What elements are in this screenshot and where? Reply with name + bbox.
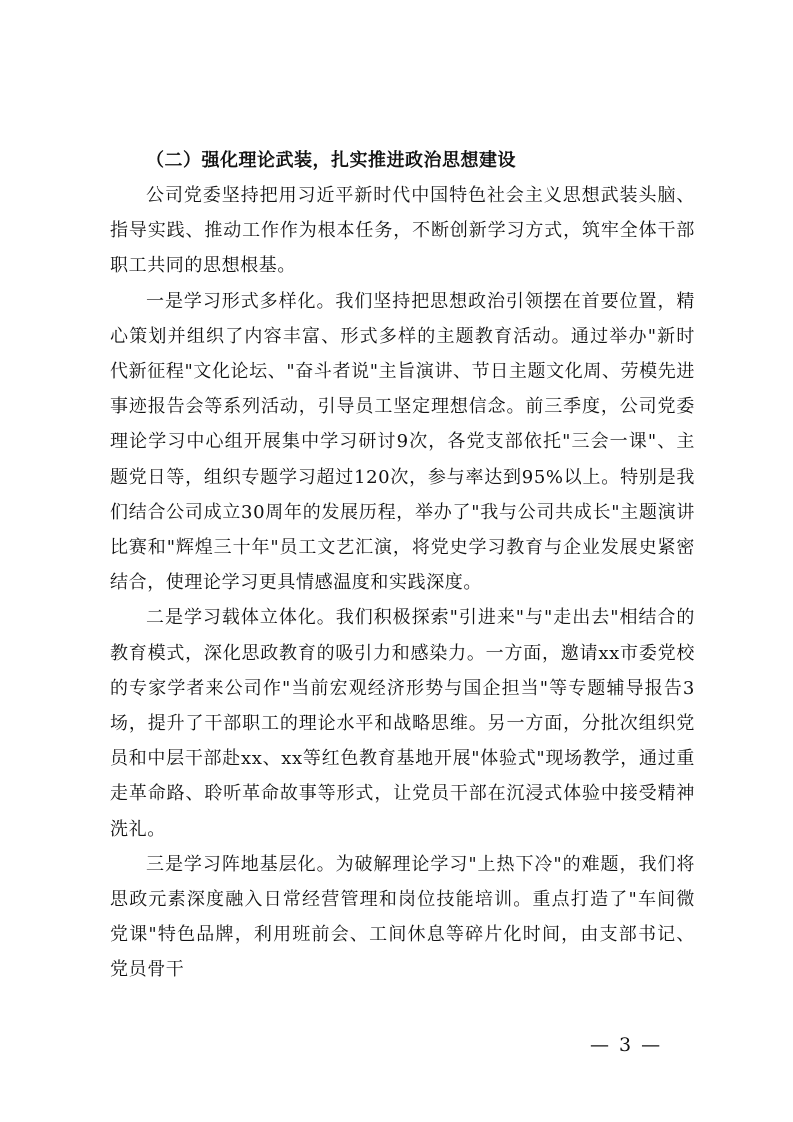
paragraph-intro: 公司党委坚持把用习近平新时代中国特色社会主义思想武装头脑、指导实践、推动工作作为根本任务，不断创新学习方式，筑牢全体干部职工共同的思想根基。 (110, 185, 695, 277)
paragraph-learning-forms: 一是学习形式多样化。我们坚持把思想政治引领摆在首要位置，精心策划并组织了内容丰富、形式多样的主题教育活动。通过举办"新时代新征程"文化论坛、"奋斗者说"主旨演讲、节日主题文化周、劳模先进事迹报告会等系列活动，引导员工坚定理想信念。前三季度，公司党委理论学习中心组开展集中学习研讨9次，各党支部依托"三会一课"、主题党日等，组织专题学习超过120次，参与率达到95%以上。特别是我们结合公司成立30周年的发展历程，举办了"我与公司共成长"主题演讲比赛和"辉煌三十年"员工文艺汇演，将党史学习教育与企业发展史紧密结合，使理论学习更具情感温度和实践深度。 (110, 290, 695, 594)
page-number: — 3 — (590, 1034, 663, 1056)
paragraph-learning-positions: 三是学习阵地基层化。为破解理论学习"上热下冷"的难题，我们将思政元素深度融入日常经营管理和岗位技能培训。重点打造了"车间微党课"特色品牌，利用班前会、工间休息等碎片化时间，由支部书记、党员骨干 (110, 853, 695, 981)
paragraph-learning-carriers: 二是学习载体立体化。我们积极探索"引进来"与"走出去"相结合的教育模式，深化思政教育的吸引力和感染力。一方面，邀请xx市委党校的专家学者来公司作"当前宏观经济形势与国企担当"等专题辅导报告3场，提升了干部职工的理论水平和战略思维。另一方面，分批次组织党员和中层干部赴xx、xx等红色教育基地开展"体验式"现场教学，通过重走革命路、聆听革命故事等形式，让党员干部在沉浸式体验中接受精神洗礼。 (110, 607, 695, 840)
document-body (110, 143, 695, 988)
section-heading: （二）强化理论武装，扎实推进政治思想建设 (146, 150, 516, 171)
